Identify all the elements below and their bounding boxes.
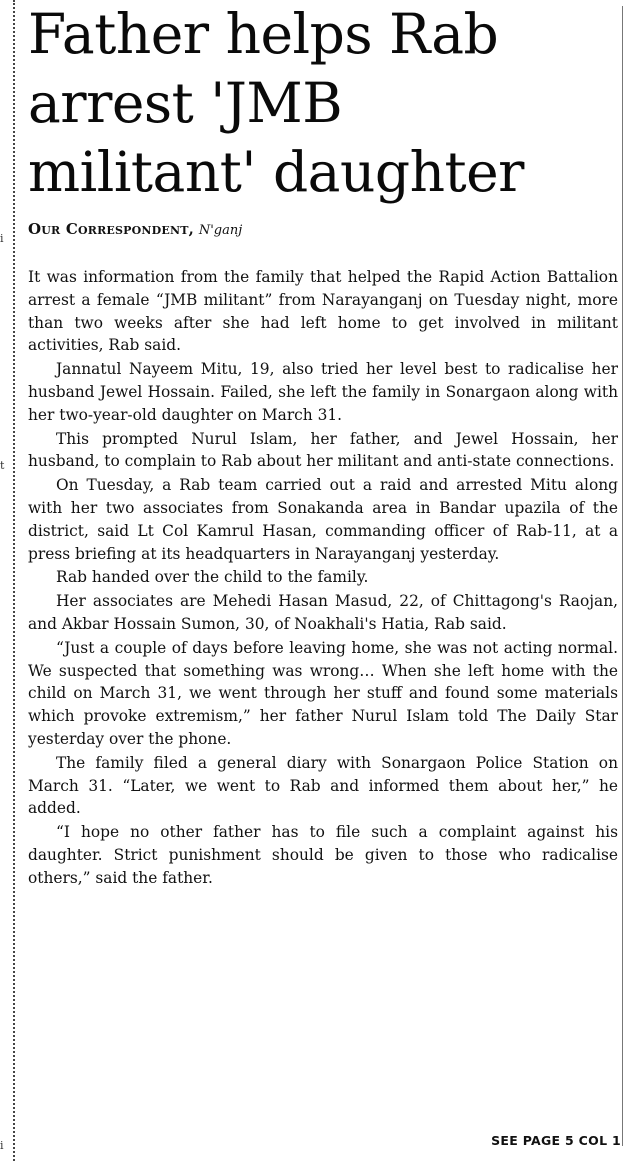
paragraph: On Tuesday, a Rab team carried out a raid and arrested Mitu along with her two associates from Sonakanda area in Bandar upazila of the district, said Lt Col Kamrul Hasan, commanding officer of Rab-11, at a press briefing at its headquarters in Narayanganj yesterday.	[28, 476, 618, 563]
paragraph: Her associates are Mehedi Hasan Masud, 22, of Chittagong's Raojan, and Akbar Hossain Sumon, 30, of Noakhali's Hatia, Rab said.	[28, 592, 618, 633]
edge-mark-middle: t	[0, 459, 5, 472]
headline-line-3: militant' daughter	[28, 140, 524, 204]
byline-location: N'ganj	[198, 223, 243, 238]
paragraph: It was information from the family that helped the Rapid Action Battalion arrest a female “JMB militant” from Narayanganj on Tuesday night, more than two weeks after she had left home to get involved in militant activities, Rab said.	[28, 268, 618, 355]
headline	[28, 0, 618, 207]
paragraph: Jannatul Nayeem Mitu, 19, also tried her level best to radicalise her husband Jewel Hossain. Failed, she left the family in Sonargaon along with her two-year-old daughter on March 31.	[28, 360, 618, 424]
byline	[28, 220, 618, 242]
headline-line-2: arrest 'JMB	[28, 71, 343, 135]
article	[28, 0, 618, 891]
headline-line-1: Father helps Rab	[28, 2, 499, 66]
paragraph: “I hope no other father has to file such a complaint against his daughter. Strict punishment should be given to those who radicalise others,” said the father.	[28, 823, 618, 887]
paragraph: The family filed a general diary with Sonargaon Police Station on March 31. “Later, we went to Rab and informed them about her,” he added.	[28, 753, 618, 818]
edge-mark-bottom: i	[0, 1139, 4, 1152]
paragraph: Rab handed over the child to the family.	[56, 568, 369, 587]
column-divider	[13, 0, 15, 1161]
article-body	[28, 266, 618, 890]
continuation-note: SEE PAGE 5 COL 1	[491, 1133, 621, 1148]
right-column-rule	[622, 6, 623, 1146]
edge-mark-top: i	[0, 232, 4, 245]
paragraph: This prompted Nurul Islam, her father, and Jewel Hossain, her husband, to complain to Rab about her militant and anti-state connections.	[28, 429, 618, 471]
paragraph: “Just a couple of days before leaving home, she was not acting normal. We suspected that something was wrong… When she left home with the child on March 31, we went through her stuff and found some materials which provoke extremism,” her father Nurul Islam told The Daily Star yesterday over the phone.	[28, 638, 618, 748]
byline-author: Our Correspondent,	[28, 220, 195, 238]
